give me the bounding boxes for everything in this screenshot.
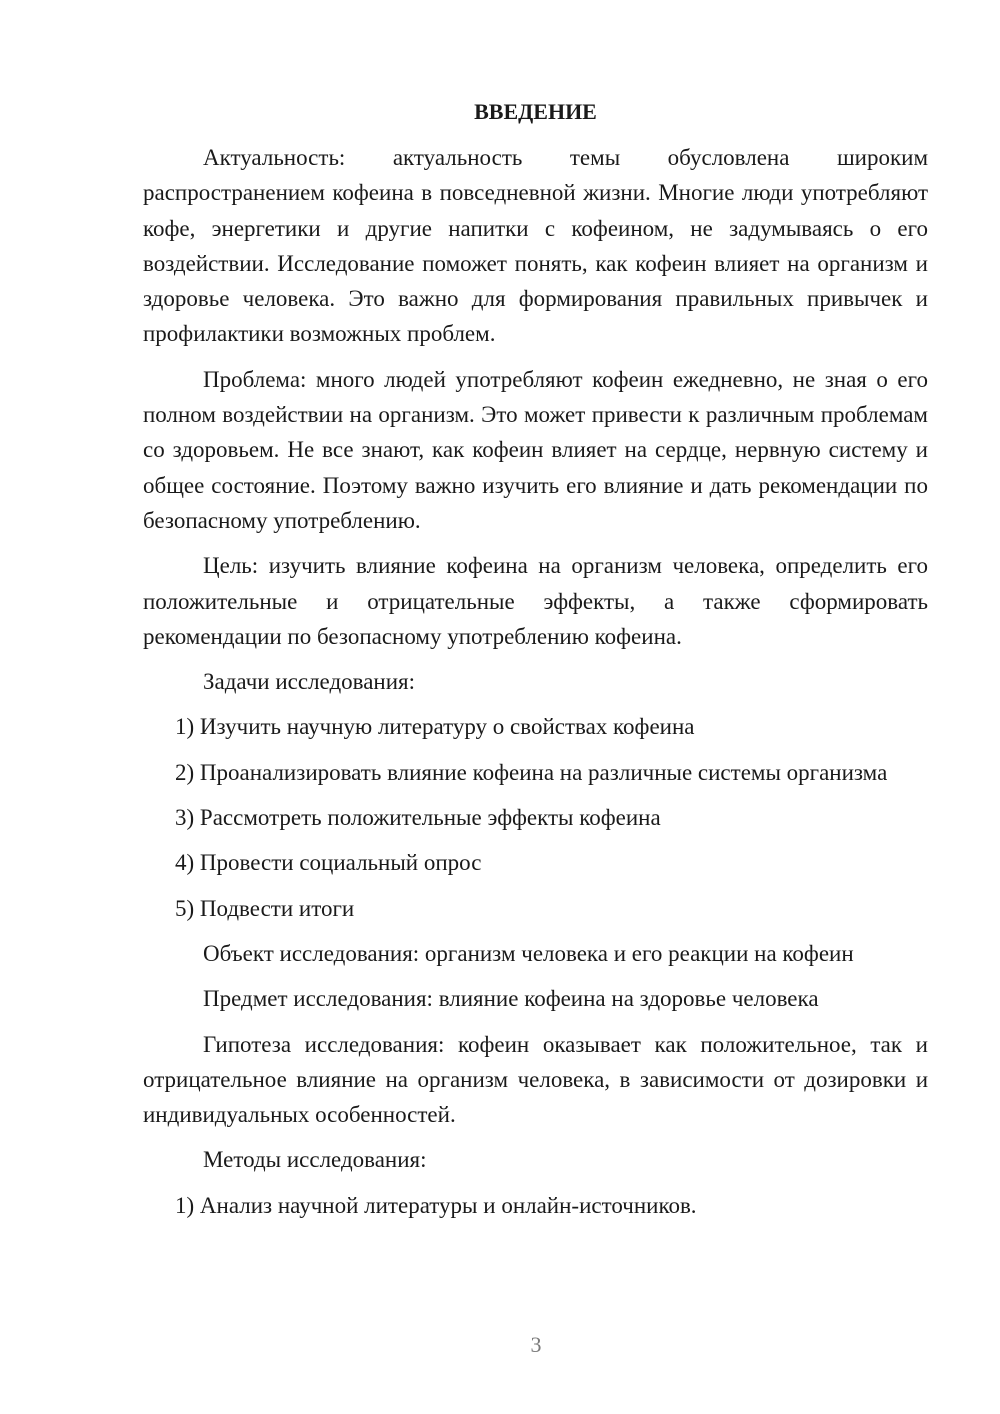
task-item: 2) Проанализировать влияние кофеина на различные системы организма	[175, 759, 888, 785]
subject-paragraph: Предмет исследования: влияние кофеина на здоровье человека	[203, 986, 819, 1012]
method-item: 1) Анализ научной литературы и онлайн-источников.	[175, 1192, 697, 1218]
object-paragraph: Объект исследования: организм человека и его реакции на кофеин	[203, 940, 854, 966]
task-item: 3) Рассмотреть положительные эффекты кофеина	[175, 805, 661, 831]
section-title: ВВЕДЕНИЕ	[474, 99, 597, 124]
page-number: 3	[530, 1332, 542, 1357]
task-item: 5) Подвести итоги	[175, 895, 355, 921]
task-item: 4) Провести социальный опрос	[175, 850, 482, 876]
methods-heading: Методы исследования:	[203, 1147, 427, 1173]
goal-paragraph: Цель: изучить влияние кофеина на организм человека, определить его положительные и отрицательные эффекты, а также сформировать рекомендации по безопасному употреблению кофеина.	[143, 553, 928, 649]
tasks-heading: Задачи исследования:	[203, 669, 416, 695]
task-item: 1) Изучить научную литературу о свойствах кофеина	[175, 714, 695, 740]
problem-paragraph: Проблема: много людей употребляют кофеин ежедневно, не зная о его полном воздействии на организм. Это может привести к различным проблемам со здоровьем. Не все знают, как кофеин влияет на сердце, нервную систему и общее состояние. Поэтому важно изучить его влияние и дать рекомендации по безопасному употреблению.	[143, 366, 928, 533]
hypothesis-paragraph: Гипотеза исследования: кофеин оказывает как положительное, так и отрицательное влияние на организм человека, в зависимости от дозировки и индивидуальных особенностей.	[143, 1031, 928, 1128]
document-page	[143, 94, 928, 1233]
relevance-paragraph: Актуальность: актуальность темы обусловлена широким распространением кофеина в повседневной жизни. Многие люди употребляют кофе, энергетики и другие напитки с кофеином, не задумываясь о его воздействии. Исследование поможет понять, как кофеин влияет на организм и здоровье человека. Это важно для формирования правильных привычек и профилактики возможных проблем.	[143, 145, 928, 347]
